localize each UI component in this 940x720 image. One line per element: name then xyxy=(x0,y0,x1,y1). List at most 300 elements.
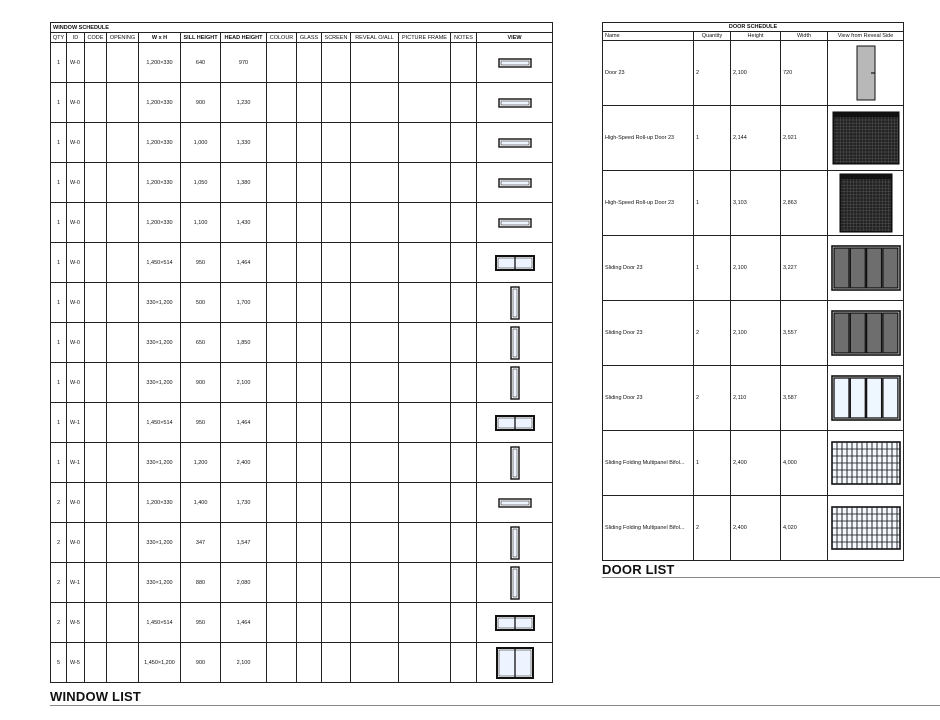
cell-code xyxy=(85,603,107,643)
cell-glass xyxy=(297,283,322,323)
cell-picture-frame xyxy=(399,43,451,83)
cell-reveal xyxy=(351,323,399,363)
col-id: ID xyxy=(67,33,85,43)
cell-view xyxy=(477,123,553,163)
col-code: CODE xyxy=(85,33,107,43)
cell-code xyxy=(85,643,107,683)
col-wxh: W x H xyxy=(139,33,181,43)
cell-quantity: 1 xyxy=(694,171,731,236)
cell-wxh: 330×1,200 xyxy=(139,363,181,403)
cell-notes xyxy=(451,603,477,643)
cell-code xyxy=(85,243,107,283)
cell-code xyxy=(85,523,107,563)
cell-glass xyxy=(297,123,322,163)
window-tall-icon xyxy=(509,326,521,360)
cell-sill: 950 xyxy=(181,243,221,283)
cell-code xyxy=(85,123,107,163)
window-split-icon xyxy=(495,255,535,271)
window-tall-icon xyxy=(509,446,521,480)
cell-glass xyxy=(297,443,322,483)
cell-head: 1,430 xyxy=(221,203,267,243)
cell-sill: 950 xyxy=(181,603,221,643)
cell-wxh: 330×1,200 xyxy=(139,523,181,563)
cell-notes xyxy=(451,283,477,323)
cell-door-view xyxy=(828,236,904,301)
cell-id: W-5 xyxy=(67,603,85,643)
window-row xyxy=(51,643,553,683)
col-colour: COLOUR xyxy=(267,33,297,43)
cell-head: 2,100 xyxy=(221,363,267,403)
cell-colour xyxy=(267,43,297,83)
cell-notes xyxy=(451,523,477,563)
cell-view xyxy=(477,603,553,643)
cell-qty: 5 xyxy=(51,643,67,683)
cell-opening xyxy=(107,243,139,283)
cell-wxh: 330×1,200 xyxy=(139,563,181,603)
col-view: VIEW xyxy=(477,33,553,43)
col-qty: QTY xyxy=(51,33,67,43)
cell-code xyxy=(85,563,107,603)
cell-glass xyxy=(297,523,322,563)
cell-qty: 1 xyxy=(51,163,67,203)
window-row xyxy=(51,203,553,243)
window-row xyxy=(51,123,553,163)
window-tall-icon xyxy=(509,526,521,560)
window-wide-icon xyxy=(498,217,532,229)
cell-picture-frame xyxy=(399,363,451,403)
cell-screen xyxy=(322,563,351,603)
cell-sill: 900 xyxy=(181,363,221,403)
cell-head: 2,400 xyxy=(221,443,267,483)
cell-wxh: 1,450×514 xyxy=(139,243,181,283)
cell-id: W-0 xyxy=(67,243,85,283)
cell-reveal xyxy=(351,523,399,563)
cell-notes xyxy=(451,83,477,123)
cell-height: 2,100 xyxy=(731,236,781,301)
cell-opening xyxy=(107,483,139,523)
col-name: Name xyxy=(603,32,694,41)
cell-notes xyxy=(451,443,477,483)
cell-screen xyxy=(322,323,351,363)
window-wide-icon xyxy=(498,97,532,109)
cell-screen xyxy=(322,83,351,123)
cell-width: 3,557 xyxy=(781,301,828,366)
cell-id: W-1 xyxy=(67,563,85,603)
cell-id: W-0 xyxy=(67,43,85,83)
door-list-rule xyxy=(602,577,940,578)
cell-qty: 2 xyxy=(51,483,67,523)
cell-id: W-0 xyxy=(67,123,85,163)
multipanel-door-icon xyxy=(831,441,901,485)
cell-notes xyxy=(451,563,477,603)
cell-view xyxy=(477,43,553,83)
cell-picture-frame xyxy=(399,643,451,683)
cell-sill: 900 xyxy=(181,643,221,683)
cell-id: W-0 xyxy=(67,83,85,123)
cell-screen xyxy=(322,123,351,163)
cell-reveal xyxy=(351,403,399,443)
cell-width: 720 xyxy=(781,41,828,106)
col-picture-frame: PICTURE FRAME xyxy=(399,33,451,43)
cell-door-view xyxy=(828,496,904,561)
cell-opening xyxy=(107,443,139,483)
cell-door-view xyxy=(828,41,904,106)
cell-view xyxy=(477,243,553,283)
cell-sill: 950 xyxy=(181,403,221,443)
cell-wxh: 330×1,200 xyxy=(139,323,181,363)
cell-qty: 1 xyxy=(51,123,67,163)
cell-qty: 1 xyxy=(51,203,67,243)
cell-sill: 1,100 xyxy=(181,203,221,243)
cell-head: 2,080 xyxy=(221,563,267,603)
cell-colour xyxy=(267,483,297,523)
door-row xyxy=(603,171,904,236)
cell-screen xyxy=(322,243,351,283)
cell-height: 2,400 xyxy=(731,496,781,561)
cell-wxh: 330×1,200 xyxy=(139,443,181,483)
sliding-door-icon xyxy=(831,245,901,291)
cell-sill: 900 xyxy=(181,83,221,123)
cell-reveal xyxy=(351,43,399,83)
cell-id: W-0 xyxy=(67,483,85,523)
window-square-icon xyxy=(496,647,534,679)
window-row xyxy=(51,443,553,483)
cell-opening xyxy=(107,283,139,323)
cell-head: 1,380 xyxy=(221,163,267,203)
cell-colour xyxy=(267,323,297,363)
cell-opening xyxy=(107,43,139,83)
cell-sill: 500 xyxy=(181,283,221,323)
cell-height: 2,110 xyxy=(731,366,781,431)
cell-picture-frame xyxy=(399,163,451,203)
cell-code xyxy=(85,323,107,363)
cell-picture-frame xyxy=(399,403,451,443)
cell-glass xyxy=(297,603,322,643)
window-row xyxy=(51,323,553,363)
cell-head: 1,230 xyxy=(221,83,267,123)
cell-opening xyxy=(107,323,139,363)
cell-wxh: 1,450×514 xyxy=(139,603,181,643)
cell-colour xyxy=(267,83,297,123)
cell-opening xyxy=(107,83,139,123)
cell-code xyxy=(85,403,107,443)
cell-screen xyxy=(322,283,351,323)
cell-head: 1,730 xyxy=(221,483,267,523)
cell-colour xyxy=(267,563,297,603)
cell-code xyxy=(85,283,107,323)
cell-head: 1,464 xyxy=(221,243,267,283)
window-row xyxy=(51,243,553,283)
window-tall-icon xyxy=(509,366,521,400)
cell-reveal xyxy=(351,563,399,603)
cell-qty: 1 xyxy=(51,323,67,363)
cell-reveal xyxy=(351,363,399,403)
cell-picture-frame xyxy=(399,483,451,523)
cell-wxh: 1,200×330 xyxy=(139,483,181,523)
cell-height: 2,100 xyxy=(731,41,781,106)
window-list-rule xyxy=(50,705,940,706)
cell-picture-frame xyxy=(399,443,451,483)
col-quantity: Quantity xyxy=(694,32,731,41)
cell-glass xyxy=(297,643,322,683)
cell-wxh: 1,200×330 xyxy=(139,123,181,163)
window-row xyxy=(51,83,553,123)
cell-screen xyxy=(322,43,351,83)
cell-qty: 2 xyxy=(51,523,67,563)
cell-name: High-Speed Roll-up Door 23 xyxy=(603,106,694,171)
door-row xyxy=(603,366,904,431)
cell-wxh: 1,450×1,200 xyxy=(139,643,181,683)
cell-glass xyxy=(297,243,322,283)
cell-name: Door 23 xyxy=(603,41,694,106)
cell-height: 2,100 xyxy=(731,301,781,366)
cell-colour xyxy=(267,443,297,483)
cell-screen xyxy=(322,403,351,443)
cell-view xyxy=(477,83,553,123)
cell-quantity: 1 xyxy=(694,106,731,171)
cell-sill: 640 xyxy=(181,43,221,83)
sliding-door-icon xyxy=(831,310,901,356)
multipanel-door-icon xyxy=(831,506,901,550)
col-head-height: HEAD HEIGHT xyxy=(221,33,267,43)
cell-opening xyxy=(107,603,139,643)
window-schedule-table xyxy=(50,22,553,683)
cell-opening xyxy=(107,123,139,163)
cell-notes xyxy=(451,643,477,683)
cell-sill: 347 xyxy=(181,523,221,563)
cell-id: W-0 xyxy=(67,163,85,203)
cell-width: 3,227 xyxy=(781,236,828,301)
cell-reveal xyxy=(351,283,399,323)
window-wide-icon xyxy=(498,57,532,69)
cell-opening xyxy=(107,563,139,603)
cell-picture-frame xyxy=(399,323,451,363)
cell-view xyxy=(477,283,553,323)
cell-screen xyxy=(322,163,351,203)
cell-notes xyxy=(451,403,477,443)
cell-head: 1,547 xyxy=(221,523,267,563)
cell-wxh: 1,450×514 xyxy=(139,403,181,443)
cell-notes xyxy=(451,363,477,403)
cell-head: 1,700 xyxy=(221,283,267,323)
cell-opening xyxy=(107,403,139,443)
cell-screen xyxy=(322,443,351,483)
cell-name: Sliding Door 23 xyxy=(603,236,694,301)
cell-colour xyxy=(267,643,297,683)
cell-head: 1,330 xyxy=(221,123,267,163)
cell-colour xyxy=(267,123,297,163)
cell-screen xyxy=(322,363,351,403)
cell-head: 1,464 xyxy=(221,403,267,443)
door-row xyxy=(603,41,904,106)
cell-glass xyxy=(297,363,322,403)
cell-reveal xyxy=(351,83,399,123)
col-notes: NOTES xyxy=(451,33,477,43)
cell-reveal xyxy=(351,603,399,643)
cell-id: W-0 xyxy=(67,523,85,563)
cell-qty: 2 xyxy=(51,563,67,603)
cell-view xyxy=(477,523,553,563)
cell-head: 1,464 xyxy=(221,603,267,643)
window-tall-icon xyxy=(509,286,521,320)
cell-wxh: 1,200×330 xyxy=(139,163,181,203)
cell-code xyxy=(85,443,107,483)
cell-colour xyxy=(267,203,297,243)
cell-opening xyxy=(107,643,139,683)
col-view-reveal: View from Reveal Side xyxy=(828,32,904,41)
cell-reveal xyxy=(351,123,399,163)
cell-door-view xyxy=(828,431,904,496)
rollup-door-icon xyxy=(832,111,900,165)
cell-opening xyxy=(107,203,139,243)
cell-picture-frame xyxy=(399,123,451,163)
cell-opening xyxy=(107,363,139,403)
cell-height: 3,103 xyxy=(731,171,781,236)
cell-screen xyxy=(322,643,351,683)
cell-glass xyxy=(297,563,322,603)
window-row xyxy=(51,603,553,643)
cell-qty: 1 xyxy=(51,243,67,283)
cell-door-view xyxy=(828,366,904,431)
cell-qty: 1 xyxy=(51,363,67,403)
cell-name: Sliding Folding Multipanel Bifol... xyxy=(603,431,694,496)
window-split-icon xyxy=(495,415,535,431)
cell-glass xyxy=(297,483,322,523)
cell-screen xyxy=(322,603,351,643)
cell-qty: 1 xyxy=(51,403,67,443)
door-row xyxy=(603,301,904,366)
cell-width: 4,000 xyxy=(781,431,828,496)
cell-picture-frame xyxy=(399,243,451,283)
window-row xyxy=(51,523,553,563)
cell-quantity: 2 xyxy=(694,301,731,366)
cell-height: 2,144 xyxy=(731,106,781,171)
cell-glass xyxy=(297,203,322,243)
cell-quantity: 2 xyxy=(694,496,731,561)
cell-height: 2,400 xyxy=(731,431,781,496)
door-row xyxy=(603,431,904,496)
cell-code xyxy=(85,203,107,243)
cell-sill: 1,400 xyxy=(181,483,221,523)
cell-opening xyxy=(107,523,139,563)
window-row xyxy=(51,163,553,203)
cell-notes xyxy=(451,43,477,83)
cell-name: High-Speed Roll-up Door 23 xyxy=(603,171,694,236)
col-opening: OPENING xyxy=(107,33,139,43)
cell-wxh: 1,200×330 xyxy=(139,83,181,123)
window-wide-icon xyxy=(498,177,532,189)
sliding-door-icon xyxy=(831,375,901,421)
cell-id: W-0 xyxy=(67,363,85,403)
cell-view xyxy=(477,323,553,363)
cell-view xyxy=(477,443,553,483)
cell-screen xyxy=(322,203,351,243)
cell-glass xyxy=(297,83,322,123)
cell-id: W-0 xyxy=(67,283,85,323)
cell-width: 2,863 xyxy=(781,171,828,236)
cell-view xyxy=(477,483,553,523)
cell-picture-frame xyxy=(399,603,451,643)
cell-reveal xyxy=(351,483,399,523)
cell-id: W-0 xyxy=(67,203,85,243)
cell-glass xyxy=(297,43,322,83)
cell-id: W-0 xyxy=(67,323,85,363)
cell-name: Sliding Door 23 xyxy=(603,301,694,366)
cell-head: 1,850 xyxy=(221,323,267,363)
cell-width: 3,587 xyxy=(781,366,828,431)
cell-glass xyxy=(297,403,322,443)
cell-view xyxy=(477,363,553,403)
cell-code xyxy=(85,163,107,203)
door-row xyxy=(603,236,904,301)
cell-width: 2,921 xyxy=(781,106,828,171)
cell-id: W-1 xyxy=(67,403,85,443)
cell-notes xyxy=(451,163,477,203)
cell-id: W-5 xyxy=(67,643,85,683)
cell-notes xyxy=(451,243,477,283)
window-wide-icon xyxy=(498,497,532,509)
cell-wxh: 1,200×330 xyxy=(139,203,181,243)
cell-code xyxy=(85,483,107,523)
cell-picture-frame xyxy=(399,203,451,243)
cell-colour xyxy=(267,403,297,443)
cell-wxh: 1,200×330 xyxy=(139,43,181,83)
cell-sill: 880 xyxy=(181,563,221,603)
cell-code xyxy=(85,43,107,83)
cell-width: 4,020 xyxy=(781,496,828,561)
cell-colour xyxy=(267,523,297,563)
cell-name: Sliding Folding Multipanel Bifol... xyxy=(603,496,694,561)
cell-sill: 1,200 xyxy=(181,443,221,483)
window-row xyxy=(51,283,553,323)
cell-qty: 1 xyxy=(51,283,67,323)
door-list-title: DOOR LIST xyxy=(602,562,675,577)
cell-quantity: 2 xyxy=(694,41,731,106)
cell-picture-frame xyxy=(399,283,451,323)
cell-reveal xyxy=(351,443,399,483)
window-row xyxy=(51,563,553,603)
cell-name: Sliding Door 23 xyxy=(603,366,694,431)
cell-quantity: 1 xyxy=(694,431,731,496)
cell-notes xyxy=(451,323,477,363)
window-wide-icon xyxy=(498,137,532,149)
door-schedule-table xyxy=(602,22,904,561)
cell-view xyxy=(477,563,553,603)
cell-head: 2,100 xyxy=(221,643,267,683)
cell-door-view xyxy=(828,171,904,236)
cell-colour xyxy=(267,363,297,403)
window-schedule-title: WINDOW SCHEDULE xyxy=(51,23,553,33)
cell-qty: 1 xyxy=(51,83,67,123)
cell-opening xyxy=(107,163,139,203)
cell-reveal xyxy=(351,203,399,243)
col-height: Height xyxy=(731,32,781,41)
cell-reveal xyxy=(351,643,399,683)
cell-door-view xyxy=(828,106,904,171)
cell-colour xyxy=(267,603,297,643)
door-row xyxy=(603,106,904,171)
cell-view xyxy=(477,163,553,203)
col-sill-height: SILL HEIGHT xyxy=(181,33,221,43)
cell-screen xyxy=(322,483,351,523)
cell-reveal xyxy=(351,243,399,283)
cell-wxh: 330×1,200 xyxy=(139,283,181,323)
cell-sill: 650 xyxy=(181,323,221,363)
cell-sill: 1,050 xyxy=(181,163,221,203)
cell-qty: 1 xyxy=(51,443,67,483)
cell-qty: 2 xyxy=(51,603,67,643)
cell-picture-frame xyxy=(399,83,451,123)
